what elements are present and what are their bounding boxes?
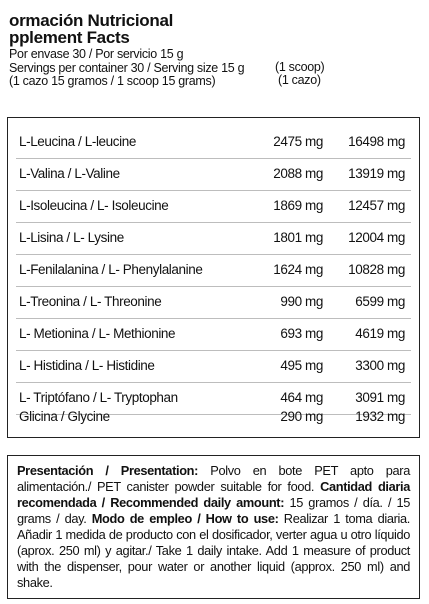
amino-name: L- Triptófano / L- Tryptophan <box>19 390 178 405</box>
table-row <box>16 400 411 430</box>
usage-info-box <box>7 455 420 599</box>
serving-info <box>9 48 419 89</box>
amount-per-100g: 10828 mg <box>348 262 405 277</box>
table-row <box>16 126 411 159</box>
amino-name: L-Lisina / L- Lysine <box>19 230 124 245</box>
amount-per-100g: 4619 mg <box>355 326 405 341</box>
table-row <box>16 190 411 223</box>
amino-name: L-Isoleucina / L- Isoleucine <box>19 198 169 213</box>
amino-name: L-Valina / L-Valine <box>19 166 120 181</box>
table-row <box>16 222 411 255</box>
serving-line-2: Servings per container 30 / Serving size 15 g <box>9 60 245 75</box>
presentation-label: Presentación / Presentation: <box>17 463 199 478</box>
table-row <box>16 350 411 383</box>
daily-amount-label: Cantidad diaria recomendada / Recommended daily amount: <box>17 479 410 510</box>
label-header <box>9 12 419 89</box>
table-row <box>16 158 411 191</box>
amount-per-serving: 464 mg <box>280 390 323 405</box>
amount-per-100g: 12004 mg <box>348 230 405 245</box>
amount-per-100g: 3300 mg <box>355 358 405 373</box>
label-title-line-2: pplement Facts <box>9 28 130 47</box>
amount-per-100g: 1932 mg <box>355 409 405 424</box>
amount-per-serving: 693 mg <box>280 326 323 341</box>
serving-line-3: (1 cazo 15 gramos / 1 scoop 15 grams) <box>9 74 216 88</box>
amount-per-serving: 990 mg <box>280 294 323 309</box>
scoop-label-es: (1 cazo) <box>278 73 321 87</box>
table-row <box>16 254 411 287</box>
amount-per-100g: 6599 mg <box>355 294 405 309</box>
amount-per-serving: 290 mg <box>280 409 323 424</box>
table-row <box>16 286 411 319</box>
amount-per-100g: 16498 mg <box>348 134 405 149</box>
presentation-text: Polvo en bote PET apto para alimentación./ PET canister powder suitable for food. <box>17 463 410 494</box>
table-row <box>16 318 411 351</box>
amino-name: L- Metionina / L- Methionine <box>19 326 176 341</box>
amino-name: L-Leucina / L-leucine <box>19 134 136 149</box>
label-title-line-1: ormación Nutricional <box>9 11 174 30</box>
amount-per-serving: 495 mg <box>280 358 323 373</box>
how-to-use-label: Modo de empleo / How to use: <box>91 511 279 526</box>
amount-per-serving: 1624 mg <box>273 262 323 277</box>
amino-name: Glicina / Glycine <box>19 409 110 424</box>
amount-per-100g: 3091 mg <box>355 390 405 405</box>
amino-name: L- Histidina / L- Histidine <box>19 358 155 373</box>
amino-name: L-Fenilalanina / L- Phenylalanine <box>19 262 203 277</box>
amount-per-100g: 13919 mg <box>348 166 405 181</box>
usage-info-text <box>17 463 410 591</box>
daily-amount-text: 15 gramos / día. / 15 grams / day. <box>17 495 411 526</box>
amino-acid-table <box>7 117 420 438</box>
amount-per-serving: 1869 mg <box>273 198 323 213</box>
how-to-use-text: Realizar 1 toma diaria. Añadir 1 medida de producto con el dosificador, verter agua u otro líquido (aprox. 250 ml) y agitar./ Take 1 daily intake. Add 1 measure of product with the dispenser, pour water or another liquid (approx. 250 ml) and shake. <box>17 511 411 590</box>
amount-per-serving: 1801 mg <box>273 230 323 245</box>
scoop-label-en: (1 scoop) <box>275 60 325 74</box>
amount-per-serving: 2088 mg <box>273 166 323 181</box>
serving-line-1: Por envase 30 / Por servicio 15 g <box>9 47 184 61</box>
amino-name: L-Treonina / L- Threonine <box>19 294 162 309</box>
amount-per-serving: 2475 mg <box>273 134 323 149</box>
amount-per-100g: 12457 mg <box>348 198 405 213</box>
